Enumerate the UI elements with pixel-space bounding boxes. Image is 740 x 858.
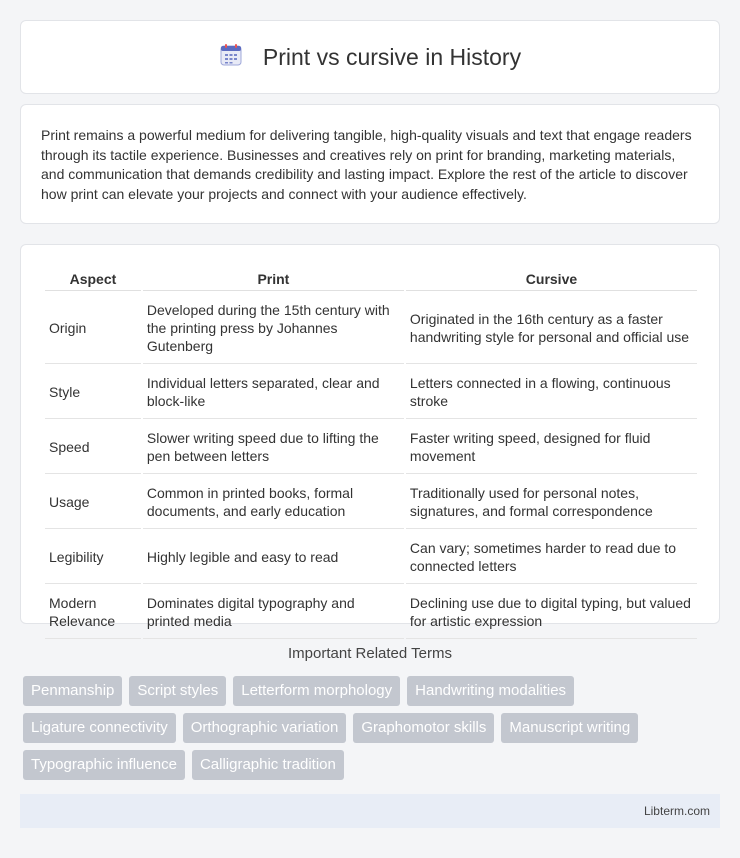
- row-cursive: Faster writing speed, designed for fluid movement: [406, 421, 697, 474]
- row-print: Common in printed books, formal documents, and early education: [143, 476, 404, 529]
- table-row: [45, 421, 697, 474]
- intro-card: [20, 104, 720, 224]
- comparison-table: [43, 267, 699, 641]
- table-row: [45, 476, 697, 529]
- row-cursive: Declining use due to digital typing, but valued for artistic expression: [406, 586, 697, 639]
- row-cursive: Can vary; sometimes harder to read due to connected letters: [406, 531, 697, 584]
- intro-text: Print remains a powerful medium for delivering tangible, high-quality visuals and text that engage readers through its tactile experience. Businesses and creatives rely on print for branding, marketing materials, and communication that demands credibility and lasting impact. Explore the rest of the article to discover how print can elevate your projects and connect with your audience effectively.: [41, 127, 692, 202]
- page-title: Print vs cursive in History: [262, 43, 522, 70]
- row-aspect: Style: [45, 366, 141, 419]
- row-cursive: Letters connected in a flowing, continuous stroke: [406, 366, 697, 419]
- row-print: Slower writing speed due to lifting the pen between letters: [143, 421, 404, 474]
- tag-letterform-morphology[interactable]: Letterform morphology: [233, 676, 400, 706]
- footer: [20, 794, 720, 828]
- tag-handwriting-modalities[interactable]: Handwriting modalities: [407, 676, 574, 706]
- header-print: Print: [143, 269, 404, 291]
- comparison-card: [20, 244, 720, 629]
- tag-calligraphic-tradition[interactable]: Calligraphic tradition: [192, 750, 344, 780]
- row-aspect: Origin: [45, 293, 141, 364]
- related-terms-list: [23, 676, 723, 780]
- header-cursive: Cursive: [406, 269, 697, 291]
- row-print: Individual letters separated, clear and block-like: [143, 366, 404, 419]
- footer-site-link[interactable]: Libterm.com: [643, 804, 710, 818]
- tag-typographic-influence[interactable]: Typographic influence: [23, 750, 185, 780]
- table-header-row: [45, 269, 697, 291]
- row-cursive: Originated in the 16th century as a faster handwriting style for personal and official use: [406, 293, 697, 364]
- row-print: Highly legible and easy to read: [143, 531, 404, 584]
- row-aspect: Usage: [45, 476, 141, 529]
- tag-graphomotor-skills[interactable]: Graphomotor skills: [353, 713, 494, 743]
- row-print: Dominates digital typography and printed media: [143, 586, 404, 639]
- table-row: [45, 586, 697, 639]
- header-aspect: Aspect: [45, 269, 141, 291]
- tag-manuscript-writing[interactable]: Manuscript writing: [501, 713, 638, 743]
- calendar-icon: [219, 43, 243, 72]
- table-row: [45, 293, 697, 364]
- tag-ligature-connectivity[interactable]: Ligature connectivity: [23, 713, 176, 743]
- header-card: [20, 20, 720, 94]
- table-row: [45, 366, 697, 419]
- row-aspect: Speed: [45, 421, 141, 474]
- tag-penmanship[interactable]: Penmanship: [23, 676, 122, 706]
- tag-script-styles[interactable]: Script styles: [129, 676, 226, 706]
- row-aspect: Legibility: [45, 531, 141, 584]
- row-print: Developed during the 15th century with the printing press by Johannes Gutenberg: [143, 293, 404, 364]
- row-aspect: Modern Relevance: [45, 586, 141, 639]
- tag-orthographic-variation[interactable]: Orthographic variation: [183, 713, 347, 743]
- table-row: [45, 531, 697, 584]
- related-terms-title: Important Related Terms: [288, 645, 452, 662]
- row-cursive: Traditionally used for personal notes, signatures, and formal correspondence: [406, 476, 697, 529]
